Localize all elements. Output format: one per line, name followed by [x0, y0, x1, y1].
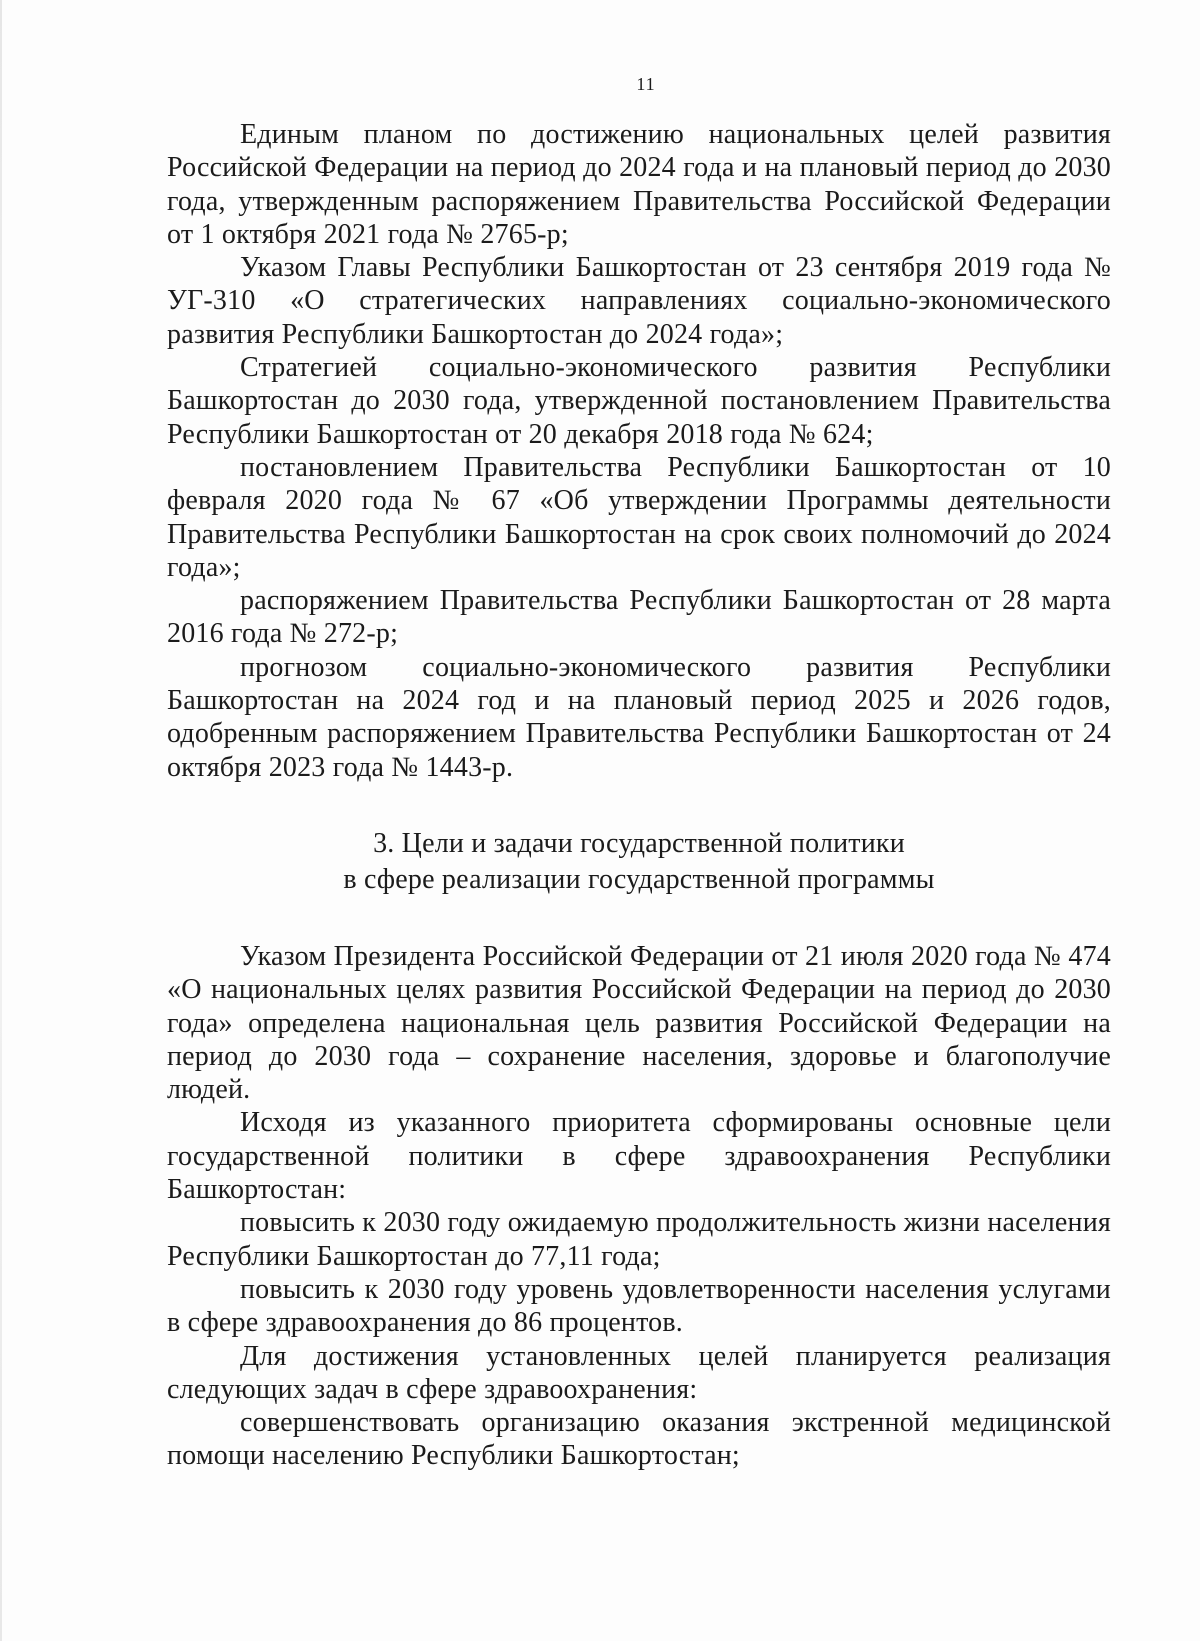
section-heading [167, 826, 1111, 898]
paragraph-task-emergency: совершенствовать организацию оказания экстренной медицинской помощи населению Республики Башкортостан; [167, 1407, 1111, 1472]
paragraph-priority: Исходя из указанного приоритета сформированы основные цели государственной политики в сфере здравоохранения Республики Башкортостан: [167, 1107, 1111, 1206]
paragraph-goal-life-expectancy: повысить к 2030 году ожидаемую продолжительность жизни населения Республики Башкортостан до 77,11 года; [167, 1207, 1111, 1272]
paragraph-order: распоряжением Правительства Республики Башкортостан от 28 марта 2016 года № 272-р; [167, 585, 1111, 650]
paragraph-forecast: прогнозом социально-экономического развития Республики Башкортостан на 2024 год и на плановый период 2025 и 2026 годов, одобренным распоряжением Правительства Республики Башкортостан от 24 октября 2023 года № 1443-р. [167, 651, 1111, 783]
paragraph-strategy: Стратегией социально-экономического развития Республики Башкортостан до 2030 года, утвержденной постановлением Правительства Республики Башкортостан от 20 декабря 2018 года № 624; [167, 352, 1111, 450]
paragraph-resolution: постановлением Правительства Республики Башкортостан от 10 февраля 2020 года № 67 «Об утверждении Программы деятельности Правительства Республики Башкортостан на срок своих полномочий до 2024 года»; [167, 451, 1111, 583]
paragraph-tasks-intro: Для достижения установленных целей планируется реализация следующих задач в сфере здравоохранения: [167, 1340, 1111, 1405]
section-heading-line-2: в сфере реализации государственной программы [343, 863, 935, 895]
document-body [167, 118, 1111, 1473]
paragraph-president-decree: Указом Президента Российской Федерации от 21 июля 2020 года № 474 «О национальных целях развития Российской Федерации на период до 2030 года» определена национальная цель развития Российской Федерации на период до 2030 года – сохранение населения, здоровье и благополучие людей. [167, 940, 1111, 1106]
paragraph-decree-head: Указом Главы Республики Башкортостан от 23 сентября 2019 года № УГ-310 «О стратегических направлениях социально-экономического развития Республики Башкортостан до 2024 года»; [167, 252, 1111, 350]
paragraph-goal-satisfaction: повысить к 2030 году уровень удовлетворенности населения услугами в сфере здравоохранения до 86 процентов. [167, 1273, 1111, 1339]
scan-edge [0, 0, 2, 1641]
section-heading-line-1: 3. Цели и задачи государственной политики [373, 827, 905, 859]
paragraph-unified-plan: Единым планом по достижению национальных целей развития Российской Федерации на период до 2024 года и на плановый период до 2030 года, утвержденным распоряжением Правительства Российской Федерации от 1 октября 2021 года № 2765-р; [167, 119, 1111, 250]
page-number: 11 [636, 74, 656, 94]
